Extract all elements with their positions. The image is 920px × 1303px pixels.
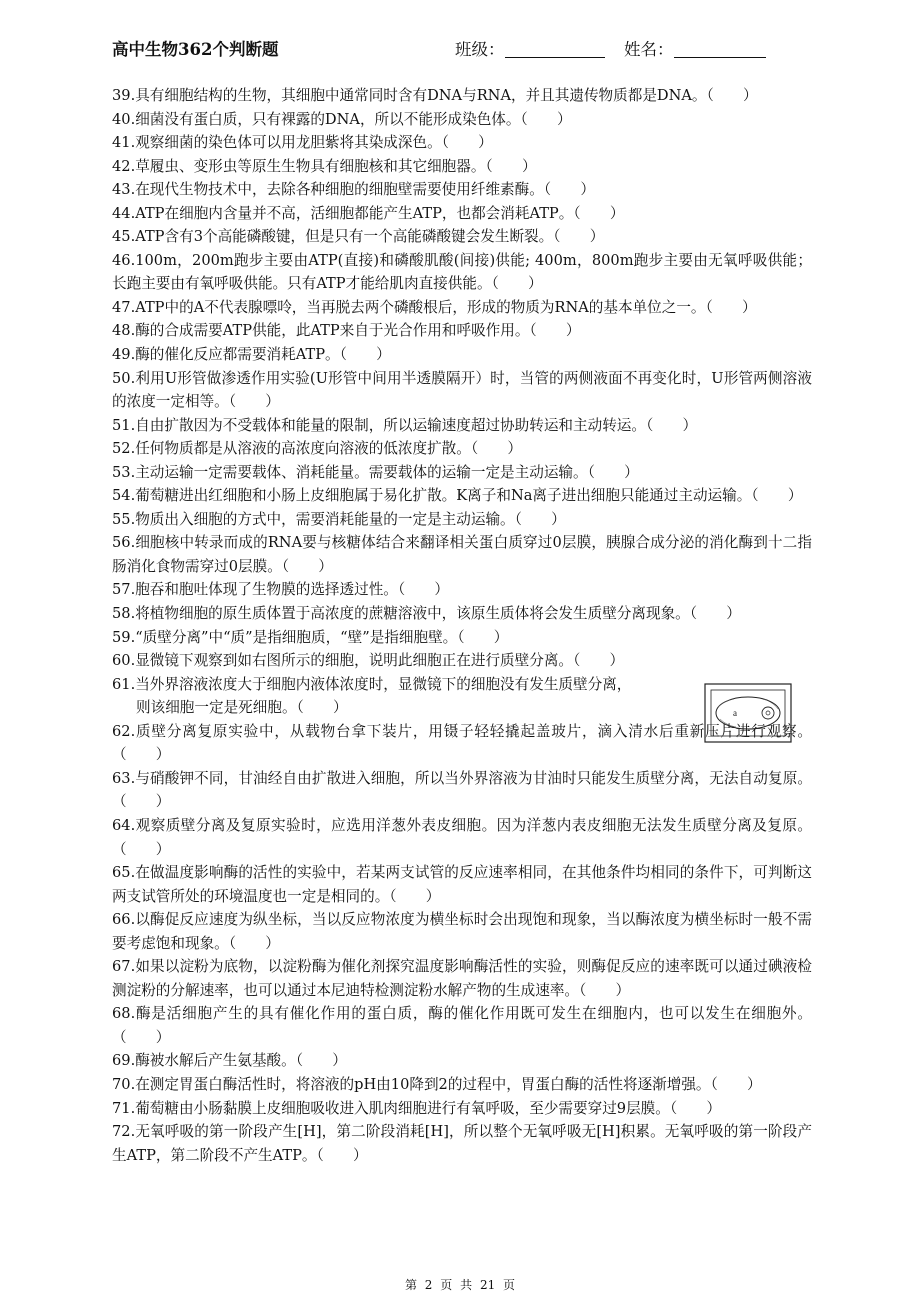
footer-total-unit: 页 (503, 1278, 516, 1292)
question-46: 46.100m，200m跑步主要由ATP(直接)和磷酸肌酸(间接)供能; 400m，800m跑步主要由无氧呼吸供能；长跑主要由有氧呼吸供能。只有ATP才能给肌肉直接供能。（ ） (112, 251, 812, 293)
question-64: 64.观察质壁分离及复原实验时，应选用洋葱外表皮细胞。因为洋葱内表皮细胞无法发生质壁分离及复原。（ ） (112, 816, 812, 858)
question-70: 70.在测定胃蛋白酶活性时，将溶液的pH由10降到2的过程中，胃蛋白酶的活性将逐渐增强。（ ） (112, 1075, 762, 1093)
footer-prefix: 第 (404, 1278, 417, 1292)
question-50: 50.利用U形管做渗透作用实验(U形管中间用半透膜隔开）时，当管的两侧液面不再变化时，U形管两侧溶液的浓度一定相等。（ ） (112, 369, 812, 411)
question-47: 47.ATP中的A不代表腺嘌呤，当再脱去两个磷酸根后，形成的物质为RNA的基本单位之一。（ ） (112, 298, 757, 316)
name-blank[interactable] (674, 39, 766, 58)
question-62: 62.质壁分离复原实验中，从载物台拿下装片，用镊子轻轻撬起盖玻片，滴入清水后重新压片进行观察。（ ） (112, 722, 812, 764)
nucleolus (766, 711, 770, 715)
question-56: 56.细胞核中转录而成的RNA要与核糖体结合来翻译相关蛋白质穿过0层膜，胰腺合成分泌的消化酶到十二指肠消化食物需穿过0层膜。（ ） (112, 534, 812, 575)
question-52: 52.任何物质都是从溶液的高浓度向溶液的低浓度扩散。（ ） (112, 440, 522, 458)
footer-total-pages: 21 (479, 1278, 496, 1292)
question-55: 55.物质出入细胞的方式中，需要消耗能量的一定是主动运输。（ ） (112, 510, 566, 528)
page-header (112, 36, 812, 62)
question-43: 43.在现代生物技术中，去除各种细胞的细胞壁需要使用纤维素酶。（ ） (112, 181, 595, 199)
name-field (624, 36, 766, 60)
question-67: 67.如果以淀粉为底物，以淀粉酶为催化剂探究温度影响酶活性的实验，则酶促反应的速率既可以通过碘液检测淀粉的分解速率，也可以通过本尼迪特检测淀粉水解产物的生成速率。（ ） (112, 958, 812, 999)
name-label: 姓名： (624, 40, 674, 59)
question-54: 54.葡萄糖进出红细胞和小肠上皮细胞属于易化扩散。K离子和Na离子进出细胞只能通过主动运输。（ ） (112, 487, 803, 505)
question-57: 57.胞吞和胞吐体现了生物膜的选择透过性。（ ） (112, 581, 449, 599)
class-blank[interactable] (505, 39, 605, 58)
class-label: 班级： (455, 40, 505, 59)
question-list (112, 84, 812, 1167)
protoplast-shading (718, 699, 778, 727)
footer-page-unit: 页 (440, 1278, 453, 1292)
question-66: 66.以酶促反应速度为纵坐标，当以反应物浓度为横坐标时会出现饱和现象，当以酶浓度为横坐标时一般不需要考虑饱和现象。（ ） (112, 911, 812, 952)
question-45: 45.ATP含有3个高能磷酸键，但是只有一个高能磷酸键会发生断裂。（ ） (112, 228, 605, 246)
question-68: 68.酶是活细胞产生的具有催化作用的蛋白质，酶的催化作用既可发生在细胞内，也可以发生在细胞外。（ ） (112, 1005, 812, 1046)
question-65: 65.在做温度影响酶的活性的实验中，若某两支试管的反应速率相同，在其他条件均相同的条件下，可判断这两支试管所处的环境温度也一定是相同的。（ ） (112, 864, 812, 905)
question-53: 53.主动运输一定需要载体、消耗能量。需要载体的运输一定是主动运输。（ ） (112, 463, 639, 481)
question-49: 49.酶的催化反应都需要消耗ATP。（ ） (112, 346, 391, 364)
question-72: 72.无氧呼吸的第一阶段产生[H]，第二阶段消耗[H]，所以整个无氧呼吸无[H]积累。无氧呼吸的第一阶段产生ATP，第二阶段不产生ATP。（ ） (112, 1123, 812, 1164)
question-71: 71.葡萄糖由小肠黏膜上皮细胞吸收进入肌肉细胞进行有氧呼吸，至少需要穿过9层膜。（ ） (112, 1099, 721, 1117)
footer-page-number: 2 (424, 1278, 433, 1292)
question-69: 69.酶被水解后产生氨基酸。（ ） (112, 1052, 347, 1070)
question-40: 40.细菌没有蛋白质，只有裸露的DNA，所以不能形成染色体。（ ） (112, 110, 572, 128)
question-63: 63.与硝酸钾不同，甘油经自由扩散进入细胞，所以当外界溶液为甘油时只能发生质壁分离，无法自动复原。（ ） (112, 769, 812, 811)
footer-total-prefix: 共 (460, 1278, 473, 1292)
nucleus (762, 707, 774, 719)
cell-wall-outer (705, 684, 791, 742)
question-61: 61.当外界溶液浓度大于细胞内液体浓度时，显微镜下的细胞没有发生质壁分离， (112, 675, 632, 693)
cell-label-a: a (733, 708, 737, 718)
class-field (455, 36, 605, 60)
question-59: 59.“质壁分离”中“质”是指细胞质，“壁”是指细胞壁。（ ） (112, 628, 509, 646)
document-title: 高中生物362个判断题 (112, 40, 279, 59)
question-44: 44.ATP在细胞内含量并不高，活细胞都能产生ATP，也都会消耗ATP。（ ） (112, 204, 625, 222)
page-footer (0, 1276, 920, 1293)
question-41: 41.观察细菌的染色体可以用龙胆紫将其染成深色。（ ） (112, 134, 493, 152)
question-42: 42.草履虫、变形虫等原生生物具有细胞核和其它细胞器。（ ） (112, 157, 537, 175)
question-60: 60.显微镜下观察到如右图所示的细胞，说明此细胞正在进行质壁分离。（ ） (112, 652, 625, 670)
question-48: 48.酶的合成需要ATP供能，此ATP来自于光合作用和呼吸作用。（ ） (112, 322, 581, 340)
question-58: 58.将植物细胞的原生质体置于高浓度的蔗糖溶液中，该原生质体将会发生质壁分离现象。（ ） (112, 605, 741, 623)
question-39: 39.具有细胞结构的生物，其细胞中通常同时含有DNA与RNA，并且其遗传物质都是DNA。（ ） (112, 87, 758, 104)
question-61-continued: 则该细胞一定是死细胞。（ ） (136, 699, 348, 717)
cell-diagram (704, 683, 792, 743)
question-51: 51.自由扩散因为不受载体和能量的限制，所以运输速度超过协助转运和主动转运。（ ） (112, 416, 698, 434)
